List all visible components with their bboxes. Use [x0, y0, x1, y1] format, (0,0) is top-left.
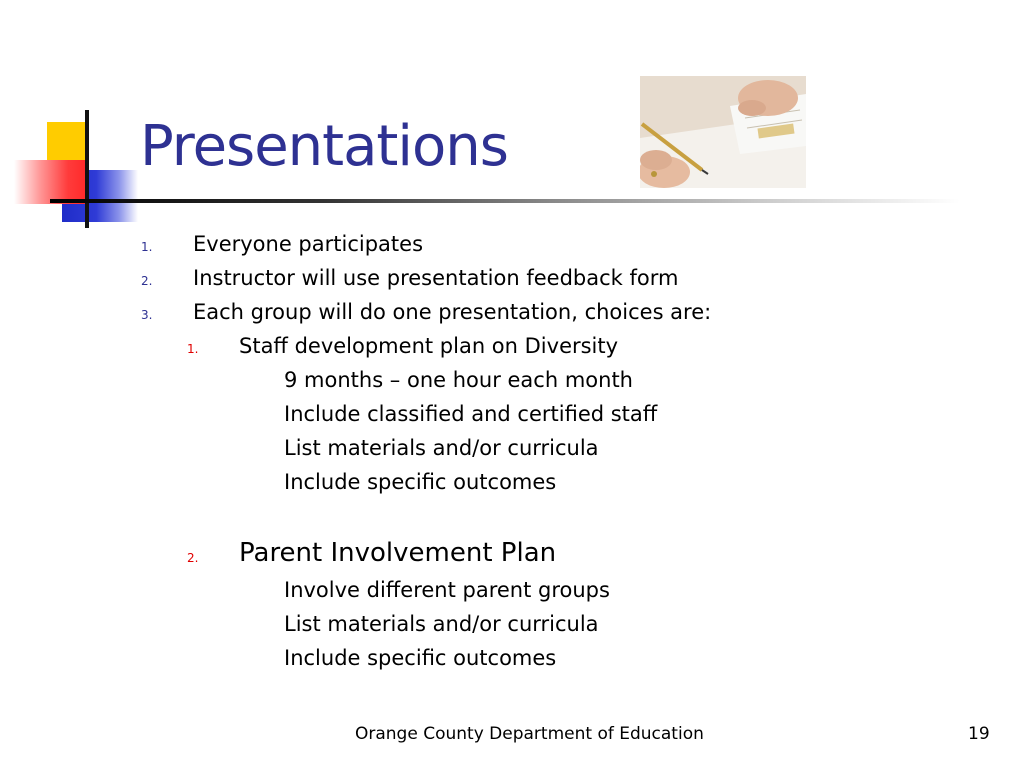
- choice-text: Staff development plan on Diversity: [239, 334, 619, 358]
- choice-number: 2.: [187, 551, 199, 565]
- choice-number: 1.: [187, 342, 199, 356]
- list-item-text: Instructor will use presentation feedback form: [193, 266, 679, 290]
- choice-detail: Involve different parent groups: [284, 578, 610, 602]
- choice-text: Parent Involvement Plan: [239, 538, 557, 568]
- writing-hand-photo: [640, 76, 806, 188]
- list-item-number: 2.: [141, 274, 153, 288]
- choice-detail: Include specific outcomes: [284, 470, 557, 494]
- title-divider-line: [50, 199, 960, 203]
- list-item-text: Each group will do one presentation, choices are:: [193, 300, 712, 324]
- slide-title: Presentations: [140, 114, 508, 179]
- choice-detail: Include specific outcomes: [284, 646, 557, 670]
- writing-hand-illustration: [640, 76, 806, 188]
- slide-footer: Orange County Department of Education: [355, 724, 704, 744]
- choice-detail: 9 months – one hour each month: [284, 368, 633, 392]
- choice-detail: List materials and/or curricula: [284, 436, 599, 460]
- choice-detail: Include classified and certified staff: [284, 402, 658, 426]
- decorative-vertical-line: [85, 110, 89, 228]
- list-item-number: 3.: [141, 308, 153, 322]
- list-item-text: Everyone participates: [193, 232, 424, 256]
- choice-detail: List materials and/or curricula: [284, 612, 599, 636]
- page-number: 19: [968, 724, 990, 744]
- list-item-number: 1.: [141, 240, 153, 254]
- decorative-red-block: [14, 160, 86, 204]
